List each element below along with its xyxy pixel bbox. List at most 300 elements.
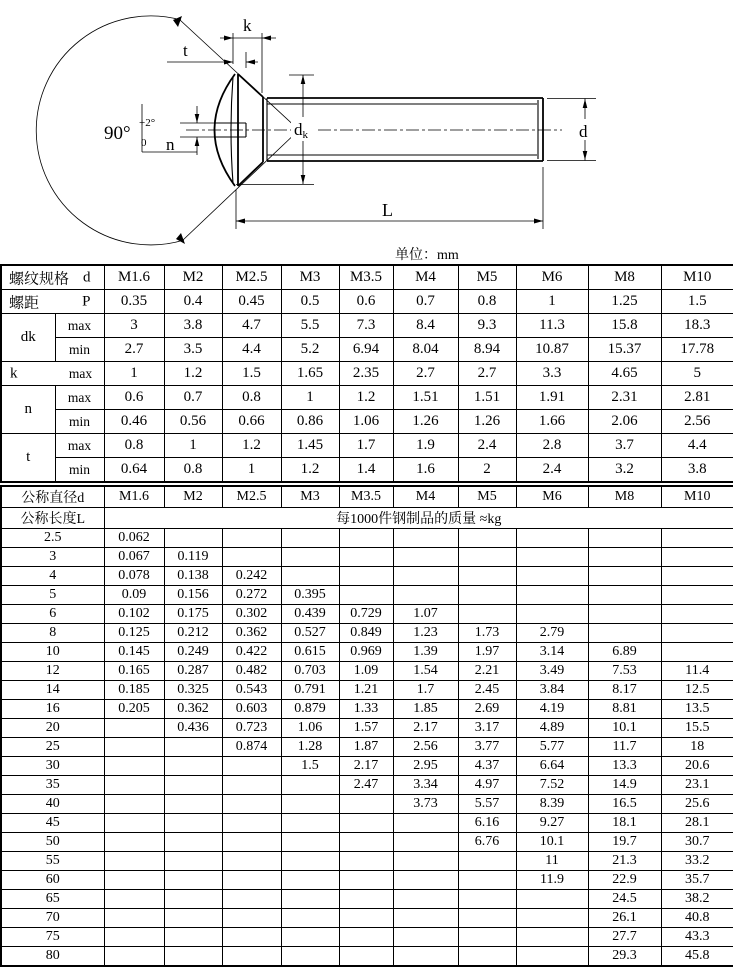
spec-value: 3.3: [516, 362, 588, 386]
mass-value: [222, 548, 281, 567]
mass-value: [458, 928, 516, 947]
mass-value: 11.7: [588, 738, 661, 757]
mass-value: 3.17: [458, 719, 516, 738]
mass-value: 0.969: [339, 643, 393, 662]
pitch-symbol: P: [82, 293, 91, 309]
mass-value: 0.422: [222, 643, 281, 662]
mass-value: 13.5: [661, 700, 733, 719]
limit-cell: min: [55, 338, 104, 362]
mass-value: [393, 814, 458, 833]
mass-value: [661, 529, 733, 548]
spec-value: 1.26: [458, 410, 516, 434]
mass-value: [164, 947, 222, 967]
unit-label: 单位：mm: [395, 248, 459, 263]
spec-value: 2.7: [104, 338, 164, 362]
spec-value: 2.81: [661, 386, 733, 410]
mass-value: [516, 548, 588, 567]
spec-value: 2.8: [516, 434, 588, 458]
label-dk-sub: k: [302, 129, 308, 141]
mass-value: 6.16: [458, 814, 516, 833]
mass-value: [281, 947, 339, 967]
mass-value: 0.156: [164, 586, 222, 605]
mass-value: 27.7: [588, 928, 661, 947]
dimension-lines: [142, 33, 596, 229]
thread-symbol: d: [83, 269, 91, 285]
mass-value: [516, 928, 588, 947]
mass-value: [339, 529, 393, 548]
mass-value: 0.615: [281, 643, 339, 662]
mass-value: [104, 719, 164, 738]
pitch-value: 0.8: [458, 290, 516, 314]
mass-value: [222, 909, 281, 928]
spec-value: 8.04: [393, 338, 458, 362]
thread-size-header: M3.5: [339, 265, 393, 290]
mass-row-L12: [1, 662, 733, 681]
spec-value: 1.91: [516, 386, 588, 410]
mass-value: [281, 928, 339, 947]
mass-value: 0.078: [104, 567, 164, 586]
mass-value: [339, 947, 393, 967]
mass-value: 1.97: [458, 643, 516, 662]
mass-value: 0.165: [104, 662, 164, 681]
mass-value: 0.603: [222, 700, 281, 719]
mass-value: [222, 795, 281, 814]
mass-value: 0.272: [222, 586, 281, 605]
arrow-L-left: [236, 219, 245, 224]
mass-value: [164, 795, 222, 814]
thread-size-header: M1.6: [104, 265, 164, 290]
length-cell: 5: [1, 586, 104, 605]
spec-value: 4.4: [222, 338, 281, 362]
spec-value: 1.2: [281, 458, 339, 483]
spec-value: 18.3: [661, 314, 733, 338]
mass-value: [339, 890, 393, 909]
mass-value: [661, 548, 733, 567]
mass-value: 12.5: [661, 681, 733, 700]
spec-value: 4.4: [661, 434, 733, 458]
length-cell: 80: [1, 947, 104, 967]
mass-value: 18.1: [588, 814, 661, 833]
mass-value: [164, 833, 222, 852]
mass-value: 0.362: [164, 700, 222, 719]
label-L: L: [382, 200, 393, 220]
mass-value: 1.73: [458, 624, 516, 643]
arrow-d-top: [583, 99, 588, 108]
mass-value: 14.9: [588, 776, 661, 795]
symbol-label: k: [10, 365, 18, 381]
thread-size-header: M5: [458, 265, 516, 290]
spec-value: 1.4: [339, 458, 393, 483]
spec-value: 5.5: [281, 314, 339, 338]
mass-value: 33.2: [661, 852, 733, 871]
length-cell: 60: [1, 871, 104, 890]
spec-value: 2.7: [393, 362, 458, 386]
mass-value: [164, 738, 222, 757]
mass-value: 0.395: [281, 586, 339, 605]
mass-row-L65: [1, 890, 733, 909]
spec-value: 1: [164, 434, 222, 458]
mass-value: [339, 871, 393, 890]
mass-value: [104, 871, 164, 890]
label-angle-sub: 0: [141, 137, 147, 149]
mass-value: [104, 814, 164, 833]
mass-value: [104, 909, 164, 928]
mass-value: 1.39: [393, 643, 458, 662]
mass-value: [339, 567, 393, 586]
mass-value: [164, 890, 222, 909]
mass-row-L25: [1, 738, 733, 757]
dimension-spec-table: [0, 264, 733, 483]
spec-value: 7.3: [339, 314, 393, 338]
mass-value: 0.212: [164, 624, 222, 643]
mass-value: 18: [661, 738, 733, 757]
mass-row-L4: [1, 567, 733, 586]
mass-value: [661, 624, 733, 643]
mass-value: [339, 928, 393, 947]
mass-value: [458, 605, 516, 624]
mass-value: 1.54: [393, 662, 458, 681]
mass-value: [393, 567, 458, 586]
mass-value: 4.37: [458, 757, 516, 776]
mass-value: 45.8: [661, 947, 733, 967]
mass-value: [393, 529, 458, 548]
arrow-t-left: [224, 60, 233, 65]
diameter-column-header: M2.5: [222, 486, 281, 508]
spec-value: 3.8: [661, 458, 733, 483]
mass-value: [458, 852, 516, 871]
mass-value: [661, 567, 733, 586]
mass-value: [516, 605, 588, 624]
thread-size-header: M2.5: [222, 265, 281, 290]
mass-value: [458, 909, 516, 928]
mass-value: [458, 871, 516, 890]
mass-value: [281, 852, 339, 871]
mass-value: 0.729: [339, 605, 393, 624]
dimension-labels: [104, 16, 588, 220]
spec-value: 1: [222, 458, 281, 483]
mass-value: 0.287: [164, 662, 222, 681]
mass-row-L2.5: [1, 529, 733, 548]
spec-value: 3.2: [588, 458, 661, 483]
mass-row-L16: [1, 700, 733, 719]
spec-value: 0.8: [164, 458, 222, 483]
limit-cell: max: [55, 434, 104, 458]
spec-value: 1.9: [393, 434, 458, 458]
mass-value: 1.5: [281, 757, 339, 776]
diameter-column-header: M4: [393, 486, 458, 508]
mass-value: 0.436: [164, 719, 222, 738]
spec-value: 15.8: [588, 314, 661, 338]
mass-value: 2.45: [458, 681, 516, 700]
spec-value: 0.8: [104, 434, 164, 458]
mass-value: 6.76: [458, 833, 516, 852]
mass-value: 0.874: [222, 738, 281, 757]
mass-value: 0.543: [222, 681, 281, 700]
arrow-dk-top: [301, 75, 306, 84]
limit-cell: max: [55, 314, 104, 338]
spec-row-t-max: [1, 434, 733, 458]
mass-value: 11.9: [516, 871, 588, 890]
diameter-header-row: [1, 486, 733, 508]
mass-row-L5: [1, 586, 733, 605]
spec-value: 1.7: [339, 434, 393, 458]
mass-value: 0.242: [222, 567, 281, 586]
mass-value: [164, 928, 222, 947]
mass-value: [516, 890, 588, 909]
pitch-value: 1.25: [588, 290, 661, 314]
mass-row-L70: [1, 909, 733, 928]
mass-value: [222, 852, 281, 871]
technical-drawing: [0, 0, 733, 246]
thread-spec-row: [1, 265, 733, 290]
mass-value: 24.5: [588, 890, 661, 909]
mass-value: 7.52: [516, 776, 588, 795]
mass-value: [588, 586, 661, 605]
arrow-k-left: [224, 36, 233, 41]
spec-value: 0.56: [164, 410, 222, 434]
mass-value: 1.85: [393, 700, 458, 719]
length-cell: 20: [1, 719, 104, 738]
mass-value: 10.1: [588, 719, 661, 738]
spec-row-dk-max: [1, 314, 733, 338]
mass-value: 0.849: [339, 624, 393, 643]
arrow-L-right: [534, 219, 543, 224]
symbol-cell: dk: [1, 314, 55, 362]
mass-value: [458, 890, 516, 909]
mass-value: 6.89: [588, 643, 661, 662]
mass-row-L20: [1, 719, 733, 738]
mass-value: [661, 586, 733, 605]
mass-value: [222, 928, 281, 947]
mass-value: [393, 833, 458, 852]
thread-size-header: M6: [516, 265, 588, 290]
pitch-value: 0.6: [339, 290, 393, 314]
mass-value: [281, 833, 339, 852]
mass-value: 2.69: [458, 700, 516, 719]
mass-value: 2.79: [516, 624, 588, 643]
mass-value: 0.138: [164, 567, 222, 586]
spec-value: 1.51: [393, 386, 458, 410]
length-cell: 70: [1, 909, 104, 928]
mass-value: 28.1: [661, 814, 733, 833]
spec-value: 3.5: [164, 338, 222, 362]
mass-value: [339, 833, 393, 852]
unit-row: [0, 246, 733, 264]
symbol-cell: t: [1, 434, 55, 483]
pitch-label: 螺距: [9, 295, 40, 311]
diameter-column-header: M6: [516, 486, 588, 508]
label-t: t: [183, 41, 188, 60]
length-cell: 55: [1, 852, 104, 871]
mass-value: [339, 586, 393, 605]
mass-value: 0.527: [281, 624, 339, 643]
mass-value: 22.9: [588, 871, 661, 890]
mass-value: 1.87: [339, 738, 393, 757]
mass-value: 1.28: [281, 738, 339, 757]
mass-value: 26.1: [588, 909, 661, 928]
spec-value: 1.2: [222, 434, 281, 458]
thread-size-header: M4: [393, 265, 458, 290]
diameter-column-header: M10: [661, 486, 733, 508]
mass-value: [281, 890, 339, 909]
mass-value: 3.73: [393, 795, 458, 814]
spec-value: 2.06: [588, 410, 661, 434]
diameter-column-header: M2: [164, 486, 222, 508]
spec-value: 2.4: [516, 458, 588, 483]
spec-value: 17.78: [661, 338, 733, 362]
mass-value: [393, 871, 458, 890]
mass-value: [164, 776, 222, 795]
thread-label-cell: [1, 265, 104, 290]
length-cell: 65: [1, 890, 104, 909]
mass-value: [588, 605, 661, 624]
spec-value: 0.6: [104, 386, 164, 410]
mass-value: 25.6: [661, 795, 733, 814]
mass-value: 8.17: [588, 681, 661, 700]
mass-value: [393, 586, 458, 605]
mass-value: [393, 928, 458, 947]
mass-value: 29.3: [588, 947, 661, 967]
mass-value: [281, 776, 339, 795]
length-cell: 14: [1, 681, 104, 700]
spec-value: 1.2: [164, 362, 222, 386]
mass-value: [222, 890, 281, 909]
limit-cell: min: [55, 458, 104, 483]
arrow-t-right: [246, 60, 255, 65]
mass-value: [458, 586, 516, 605]
length-cell: 2.5: [1, 529, 104, 548]
mass-value: [281, 909, 339, 928]
mass-value: [281, 871, 339, 890]
mass-value: 6.64: [516, 757, 588, 776]
spec-value: 1.06: [339, 410, 393, 434]
mass-value: 10.1: [516, 833, 588, 852]
arrow-arc-bottom: [176, 233, 185, 244]
spec-value: 1: [281, 386, 339, 410]
mass-value: 0.249: [164, 643, 222, 662]
mass-value: 2.95: [393, 757, 458, 776]
thread-size-header: M3: [281, 265, 339, 290]
mass-value: 3.84: [516, 681, 588, 700]
length-cell: 10: [1, 643, 104, 662]
mass-value: [588, 529, 661, 548]
mass-value: [339, 852, 393, 871]
spec-row-dk-min: [1, 338, 733, 362]
length-header-cell: 公称长度L: [1, 508, 104, 529]
label-angle-sup: +2°: [139, 117, 156, 129]
mass-value: 30.7: [661, 833, 733, 852]
dim-t-lines: [167, 52, 258, 68]
mass-value: 1.57: [339, 719, 393, 738]
mass-value: 2.47: [339, 776, 393, 795]
symbol-cell: n: [1, 386, 55, 434]
mass-value: 15.5: [661, 719, 733, 738]
length-cell: 30: [1, 757, 104, 776]
mass-value: [339, 795, 393, 814]
mass-table-body: [1, 486, 733, 966]
mass-value: [164, 529, 222, 548]
mass-value: [393, 890, 458, 909]
mass-value: [281, 567, 339, 586]
mass-value: [104, 776, 164, 795]
mass-value: 13.3: [588, 757, 661, 776]
spec-row-k: [1, 362, 733, 386]
arrow-d-bottom: [583, 151, 588, 160]
mass-value: [516, 586, 588, 605]
mass-value: [104, 757, 164, 776]
mass-value: [222, 947, 281, 967]
length-cell: 75: [1, 928, 104, 947]
spec-value: 2.4: [458, 434, 516, 458]
mass-value: 0.362: [222, 624, 281, 643]
mass-value: [516, 529, 588, 548]
dimension-spec-table-body: [1, 265, 733, 482]
pitch-row: [1, 290, 733, 314]
symbol-limit-cell: [1, 362, 104, 386]
arrow-k-right: [262, 36, 271, 41]
spec-value: 4.65: [588, 362, 661, 386]
spec-value: 5.2: [281, 338, 339, 362]
spec-value: 1.65: [281, 362, 339, 386]
mass-value: [104, 852, 164, 871]
spec-value: 15.37: [588, 338, 661, 362]
thread-size-header: M8: [588, 265, 661, 290]
spec-value: 1: [104, 362, 164, 386]
length-cell: 16: [1, 700, 104, 719]
spec-value: 3.8: [164, 314, 222, 338]
mass-value: 43.3: [661, 928, 733, 947]
pitch-value: 0.5: [281, 290, 339, 314]
mass-value: [339, 909, 393, 928]
mass-row-L10: [1, 643, 733, 662]
mass-value: [588, 567, 661, 586]
mass-value: 1.09: [339, 662, 393, 681]
mass-note-cell: 每1000件钢制品的质量 ≈kg: [104, 508, 733, 529]
mass-value: [222, 757, 281, 776]
spec-value: 2: [458, 458, 516, 483]
mass-value: [458, 529, 516, 548]
mass-value: 1.06: [281, 719, 339, 738]
mass-value: 0.791: [281, 681, 339, 700]
mass-value: 2.21: [458, 662, 516, 681]
mass-value: 19.7: [588, 833, 661, 852]
thread-label: 螺纹规格: [9, 271, 70, 287]
mass-value: 0.125: [104, 624, 164, 643]
mass-value: 21.3: [588, 852, 661, 871]
mass-row-L35: [1, 776, 733, 795]
length-cell: 40: [1, 795, 104, 814]
mass-row-L55: [1, 852, 733, 871]
mass-value: [222, 814, 281, 833]
mass-value: [339, 814, 393, 833]
diameter-column-header: M5: [458, 486, 516, 508]
mass-row-L8: [1, 624, 733, 643]
spec-value: 2.7: [458, 362, 516, 386]
mass-value: 0.439: [281, 605, 339, 624]
label-angle: 90°: [104, 123, 131, 144]
diameter-header-cell: 公称直径d: [1, 486, 104, 508]
mass-value: 0.302: [222, 605, 281, 624]
mass-value: 20.6: [661, 757, 733, 776]
spec-value: 1.6: [393, 458, 458, 483]
mass-value: 8.39: [516, 795, 588, 814]
mass-value: [104, 738, 164, 757]
mass-value: [393, 852, 458, 871]
mass-value: 0.175: [164, 605, 222, 624]
mass-value: [222, 529, 281, 548]
mass-value: [393, 548, 458, 567]
spec-value: 1.45: [281, 434, 339, 458]
